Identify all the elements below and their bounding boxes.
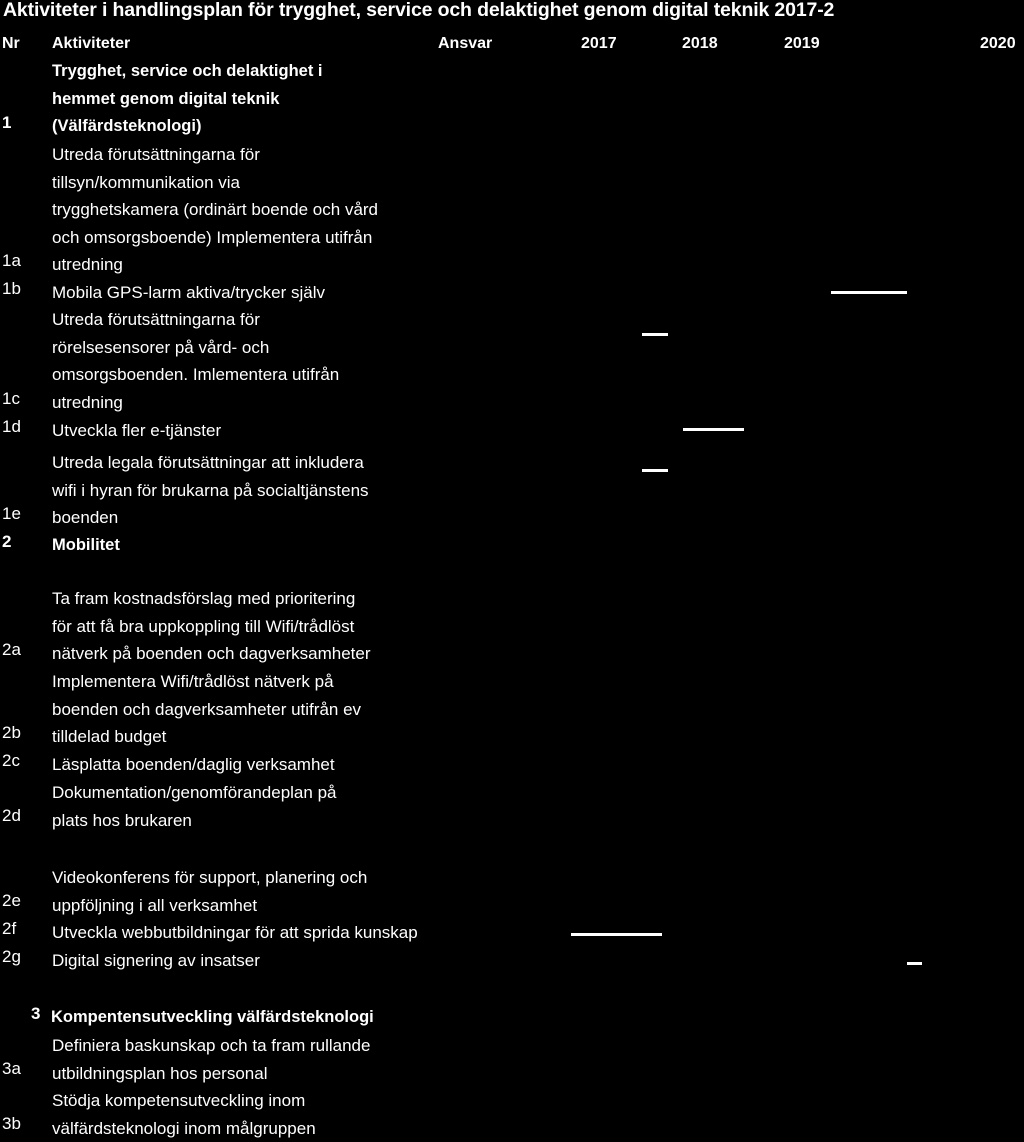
activity-row-2e-description (52, 864, 367, 919)
activity-row-2-description (52, 532, 120, 560)
activity-row-1d-description (52, 417, 221, 445)
activity-row-2e-number: 2e (2, 891, 21, 911)
activity-text-line: Utreda förutsättningarna för (52, 306, 339, 334)
activity-row-2f-number: 2f (2, 919, 16, 939)
activity-text-line: utredning (52, 389, 339, 417)
activity-text-line: utredning (52, 251, 378, 279)
activity-row-1a-number: 1a (2, 251, 21, 271)
activity-row-2a-number: 2a (2, 640, 21, 660)
activity-row-3a-description (52, 1032, 370, 1087)
activity-text-line: Utreda legala förutsättningar att inkludera (52, 449, 369, 477)
activity-text-line: uppföljning i all verksamhet (52, 892, 367, 920)
header-responsible: Ansvar (438, 35, 492, 53)
activity-row-1c-description (52, 306, 339, 416)
activity-text-line: välfärdsteknologi inom målgruppen (52, 1115, 316, 1142)
activity-text-line: wifi i hyran för brukarna på socialtjänstens (52, 477, 369, 505)
activity-text-line: Definiera baskunskap och ta fram rullande (52, 1032, 370, 1060)
activity-row-3b-number: 3b (2, 1114, 21, 1134)
activity-text-line: Mobila GPS-larm aktiva/trycker själv (52, 279, 325, 307)
header-year-2018: 2018 (682, 35, 718, 53)
header-year-2020: 2020 (980, 35, 1016, 53)
activity-row-3-number: 3 (31, 1004, 40, 1024)
activity-text-line: Utveckla fler e-tjänster (52, 417, 221, 445)
activity-row-2b-description (52, 668, 361, 751)
activity-text-line: tillsyn/kommunikation via (52, 169, 378, 197)
activity-row-2-number: 2 (2, 532, 11, 552)
activity-row-1b-description (52, 279, 325, 307)
header-nr: Nr (2, 35, 20, 53)
activity-row-2b-number: 2b (2, 723, 21, 743)
activity-row-2g-number: 2g (2, 947, 21, 967)
activity-text-line: Dokumentation/genomförandeplan på (52, 779, 336, 807)
activity-row-2d-number: 2d (2, 806, 21, 826)
activity-text-line: Stödja kompetensutveckling inom (52, 1087, 316, 1115)
activity-row-3a-number: 3a (2, 1059, 21, 1079)
activity-text-line: Utreda förutsättningarna för (52, 141, 378, 169)
activity-text-line: plats hos brukaren (52, 807, 336, 835)
activity-row-2g-description (52, 947, 260, 975)
activity-text-line: boenden (52, 504, 369, 532)
activity-text-line: Utveckla webbutbildningar för att sprida kunskap (52, 919, 418, 947)
activity-text-line: Kompentensutveckling välfärdsteknologi (51, 1004, 374, 1032)
activity-text-line: Trygghet, service och delaktighet i (52, 58, 323, 86)
activity-row-2g-timeline-bar (907, 962, 922, 965)
activity-row-1e-timeline-bar (642, 469, 668, 472)
activity-text-line: Implementera Wifi/trådlöst nätverk på (52, 668, 361, 696)
activity-text-line: Läsplatta boenden/daglig verksamhet (52, 751, 335, 779)
activity-text-line: utbildningsplan hos personal (52, 1060, 370, 1088)
activity-text-line: tilldelad budget (52, 723, 361, 751)
header-activities: Aktiviteter (52, 35, 130, 53)
activity-text-line: nätverk på boenden och dagverksamheter (52, 640, 370, 668)
activity-row-3-description (51, 1004, 374, 1032)
activity-row-2c-description (52, 751, 335, 779)
activity-text-line: (Välfärdsteknologi) (52, 113, 323, 141)
activity-row-1-description (52, 58, 323, 141)
activity-row-1d-timeline-bar (683, 428, 744, 431)
page-title: Aktiviteter i handlingsplan för trygghet, service och delaktighet genom digital teknik 2017-2 (3, 0, 834, 22)
activity-row-1-number: 1 (2, 113, 11, 133)
activity-row-2f-timeline-bar (571, 933, 663, 936)
activity-text-line: omsorgsboenden. Imlementera utifrån (52, 361, 339, 389)
activity-row-1e-number: 1e (2, 504, 21, 524)
activity-text-line: och omsorgsboende) Implementera utifrån (52, 224, 378, 252)
activity-text-line: Mobilitet (52, 532, 120, 560)
activity-row-1e-description (52, 449, 369, 532)
activity-row-1d-number: 1d (2, 417, 21, 437)
activity-text-line: boenden och dagverksamheter utifrån ev (52, 696, 361, 724)
activity-row-1b-timeline-bar (831, 291, 908, 294)
activity-text-line: Ta fram kostnadsförslag med prioritering (52, 585, 370, 613)
activity-text-line: hemmet genom digital teknik (52, 86, 323, 114)
activity-text-line: trygghetskamera (ordinärt boende och vård (52, 196, 378, 224)
activity-text-line: rörelsesensorer på vård- och (52, 334, 339, 362)
activity-row-1c-number: 1c (2, 389, 20, 409)
activity-row-2a-description (52, 585, 370, 668)
activity-text-line: Videokonferens för support, planering och (52, 864, 367, 892)
activity-row-1a-description (52, 141, 378, 279)
activity-row-2c-number: 2c (2, 751, 20, 771)
activity-row-1b-number: 1b (2, 279, 21, 299)
activity-row-1c-timeline-bar (642, 333, 668, 336)
activity-row-3b-description (52, 1087, 316, 1142)
header-year-2017: 2017 (581, 35, 617, 53)
activity-text-line: för att få bra uppkoppling till Wifi/trådlöst (52, 613, 370, 641)
header-year-2019: 2019 (784, 35, 820, 53)
activity-row-2d-description (52, 779, 336, 834)
activity-row-2f-description (52, 919, 418, 947)
activity-text-line: Digital signering av insatser (52, 947, 260, 975)
